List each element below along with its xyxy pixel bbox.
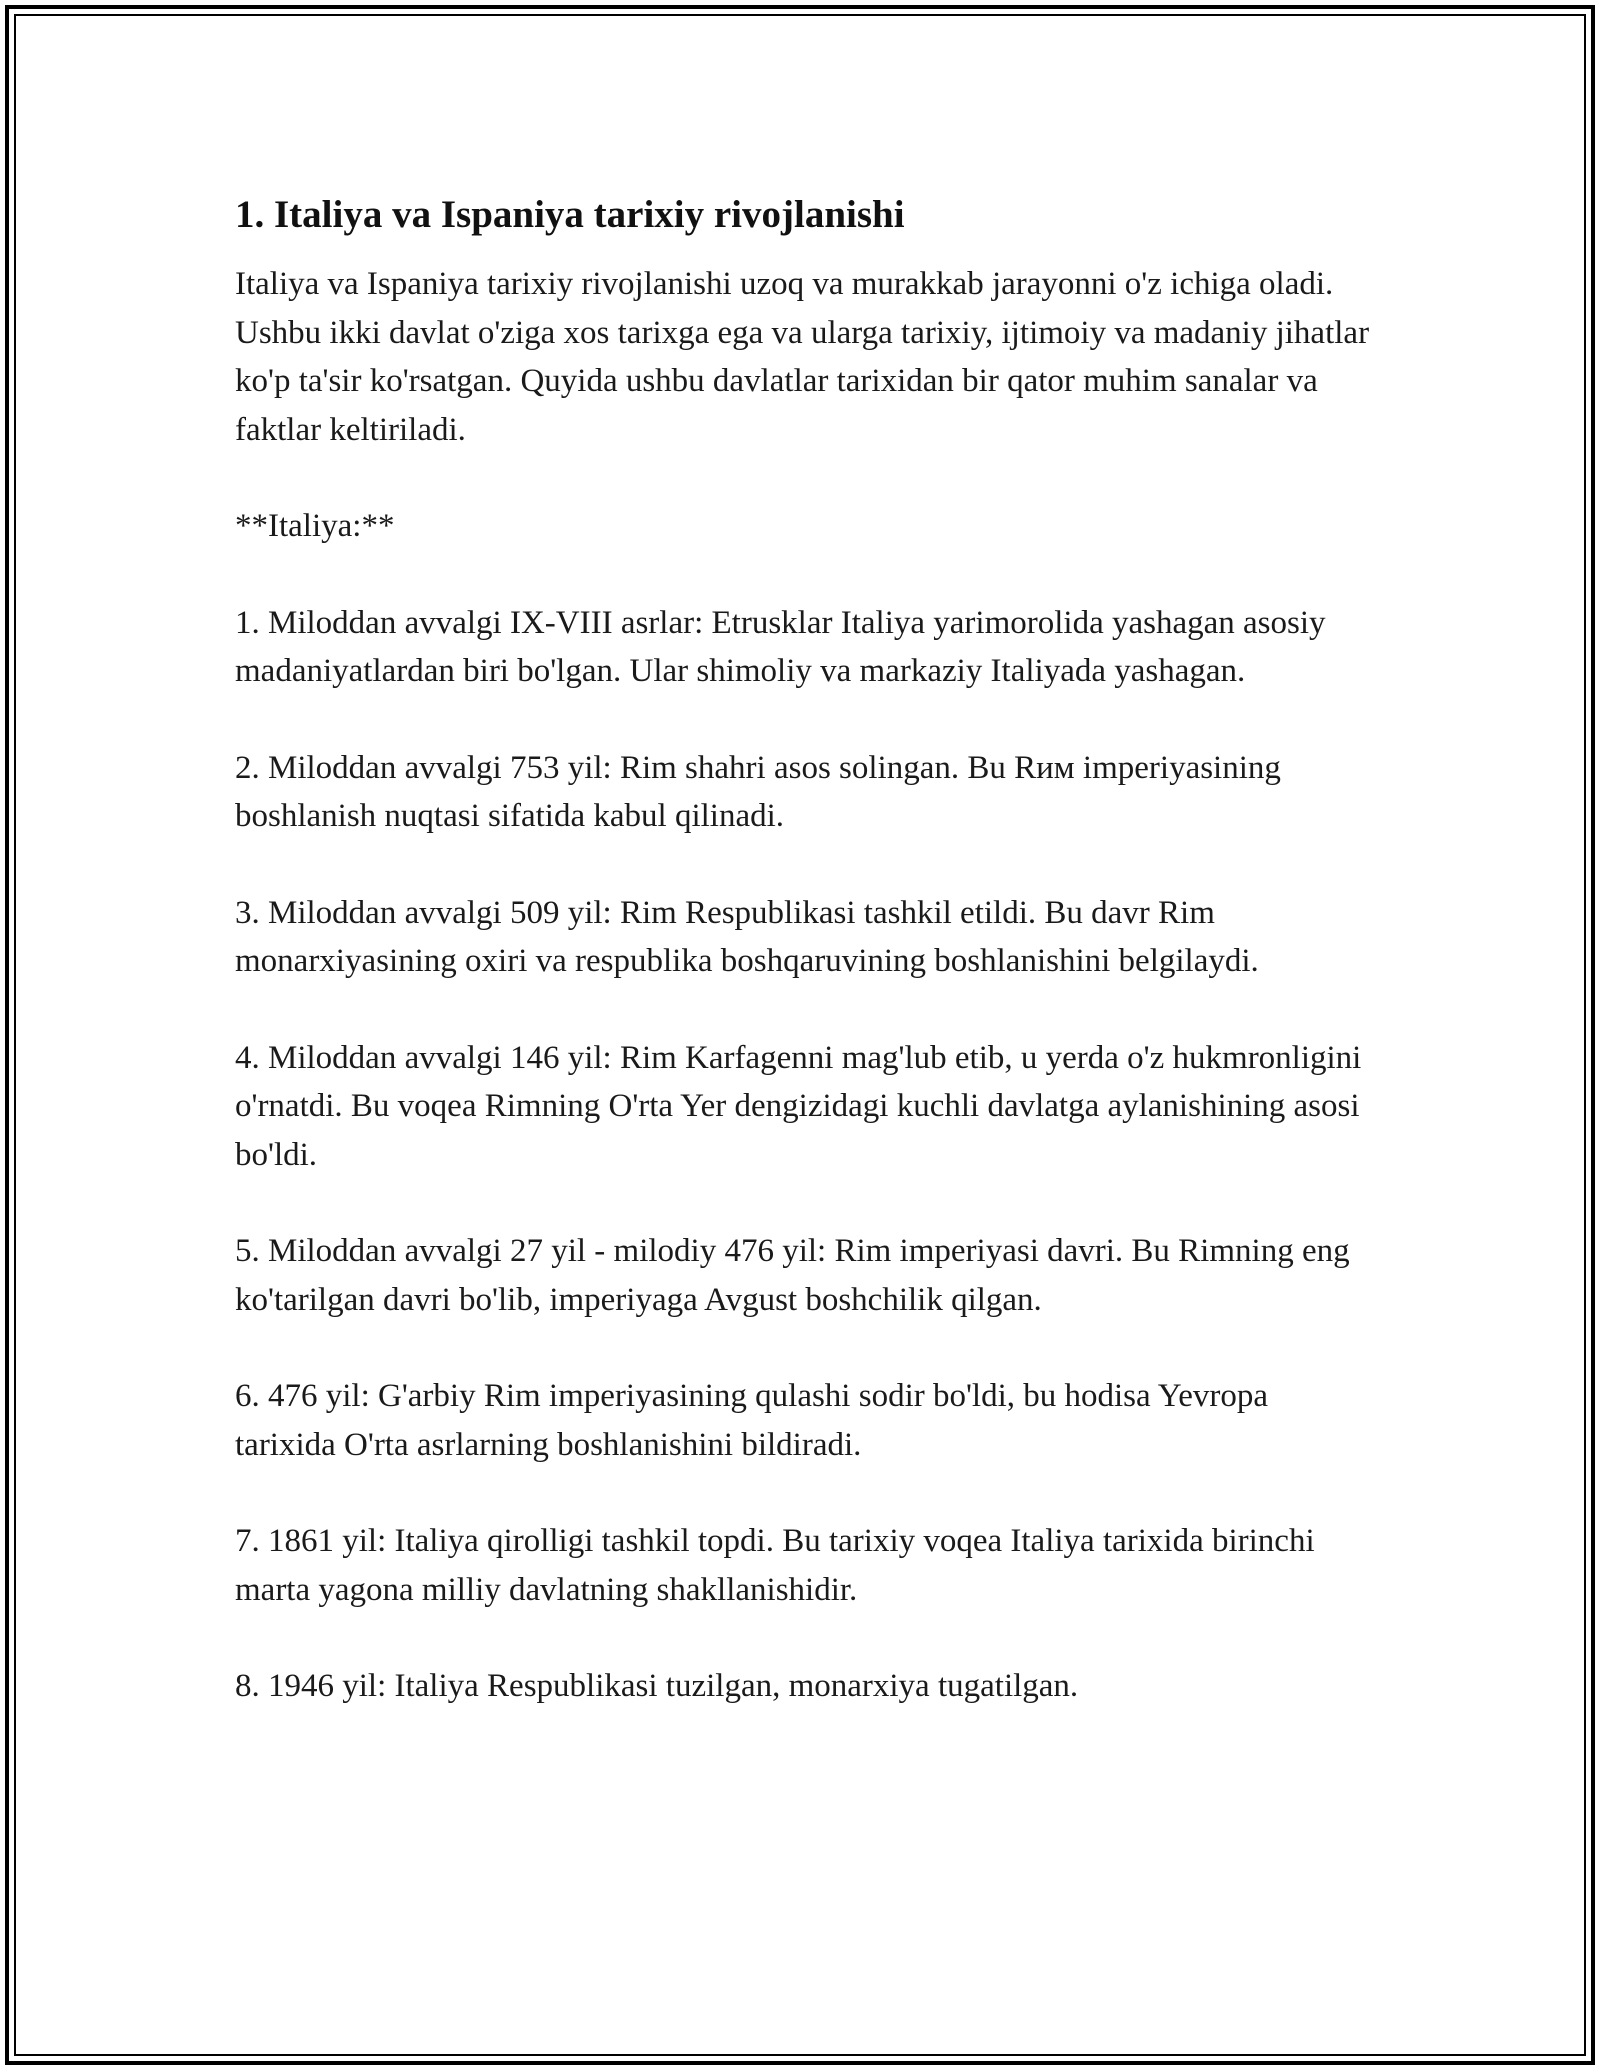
list-item: 6. 476 yil: G'arbiy Rim imperiyasining qulashi sodir bo'ldi, bu hodisa Yevropa tarixida O'rta asrlarning boshlanishini bildiradi. xyxy=(235,1378,1269,1463)
document-body xyxy=(235,190,1375,1759)
list-item: 2. Miloddan avvalgi 753 yil: Rim shahri asos solingan. Bu Rим imperiyasining boshlanish nuqtasi sifatida kabul qilinadi. xyxy=(235,749,1281,834)
list-item: 7. 1861 yil: Italiya qirolligi tashkil topdi. Bu tarixiy voqea Italiya tarixida birinchi marta yagona milliy davlatning shakllanishidir. xyxy=(235,1523,1315,1608)
list-item: 5. Miloddan avvalgi 27 yil - milodiy 476 yil: Rim imperiyasi davri. Bu Rimning eng ko'tarilgan davri bo'lib, imperiyaga Avgust boshchilik qilgan. xyxy=(235,1233,1350,1318)
list-item: 1. Miloddan avvalgi IX-VIII asrlar: Etrusklar Italiya yarimorolida yashagan asosiy madaniyatlardan biri bo'lgan. Ular shimoliy va markaziy Italiyada yashagan. xyxy=(235,604,1326,689)
list-item: 8. 1946 yil: Italiya Respublikasi tuzilgan, monarxiya tugatilgan. xyxy=(235,1668,1079,1704)
list-item: 3. Miloddan avvalgi 509 yil: Rim Respublikasi tashkil etildi. Bu davr Rim monarxiyasining oxiri va respublika boshqaruvining boshlanishini belgilaydi. xyxy=(235,894,1259,979)
section-heading: 1. Italiya va Ispaniya tarixiy rivojlanishi xyxy=(235,193,905,236)
section-label: **Italiya:** xyxy=(235,508,395,544)
intro-paragraph: Italiya va Ispaniya tarixiy rivojlanishi uzoq va murakkab jarayonni o'z ichiga oladi. Ushbu ikki davlat o'ziga xos tarixga ega va ularga tarixiy, ijtimoiy va madaniy jihatlar ko'p ta'sir ko'rsatgan. Quyida ushbu davlatlar tarixidan bir qator muhim sanalar va faktlar keltiriladi. xyxy=(235,266,1370,448)
list-item: 4. Miloddan avvalgi 146 yil: Rim Karfagenni mag'lub etib, u yerda o'z hukmronligini o'rnatdi. Bu voqea Rimning O'rta Yer dengizidagi kuchli davlatga aylanishining asosi bo'ldi. xyxy=(235,1039,1362,1173)
